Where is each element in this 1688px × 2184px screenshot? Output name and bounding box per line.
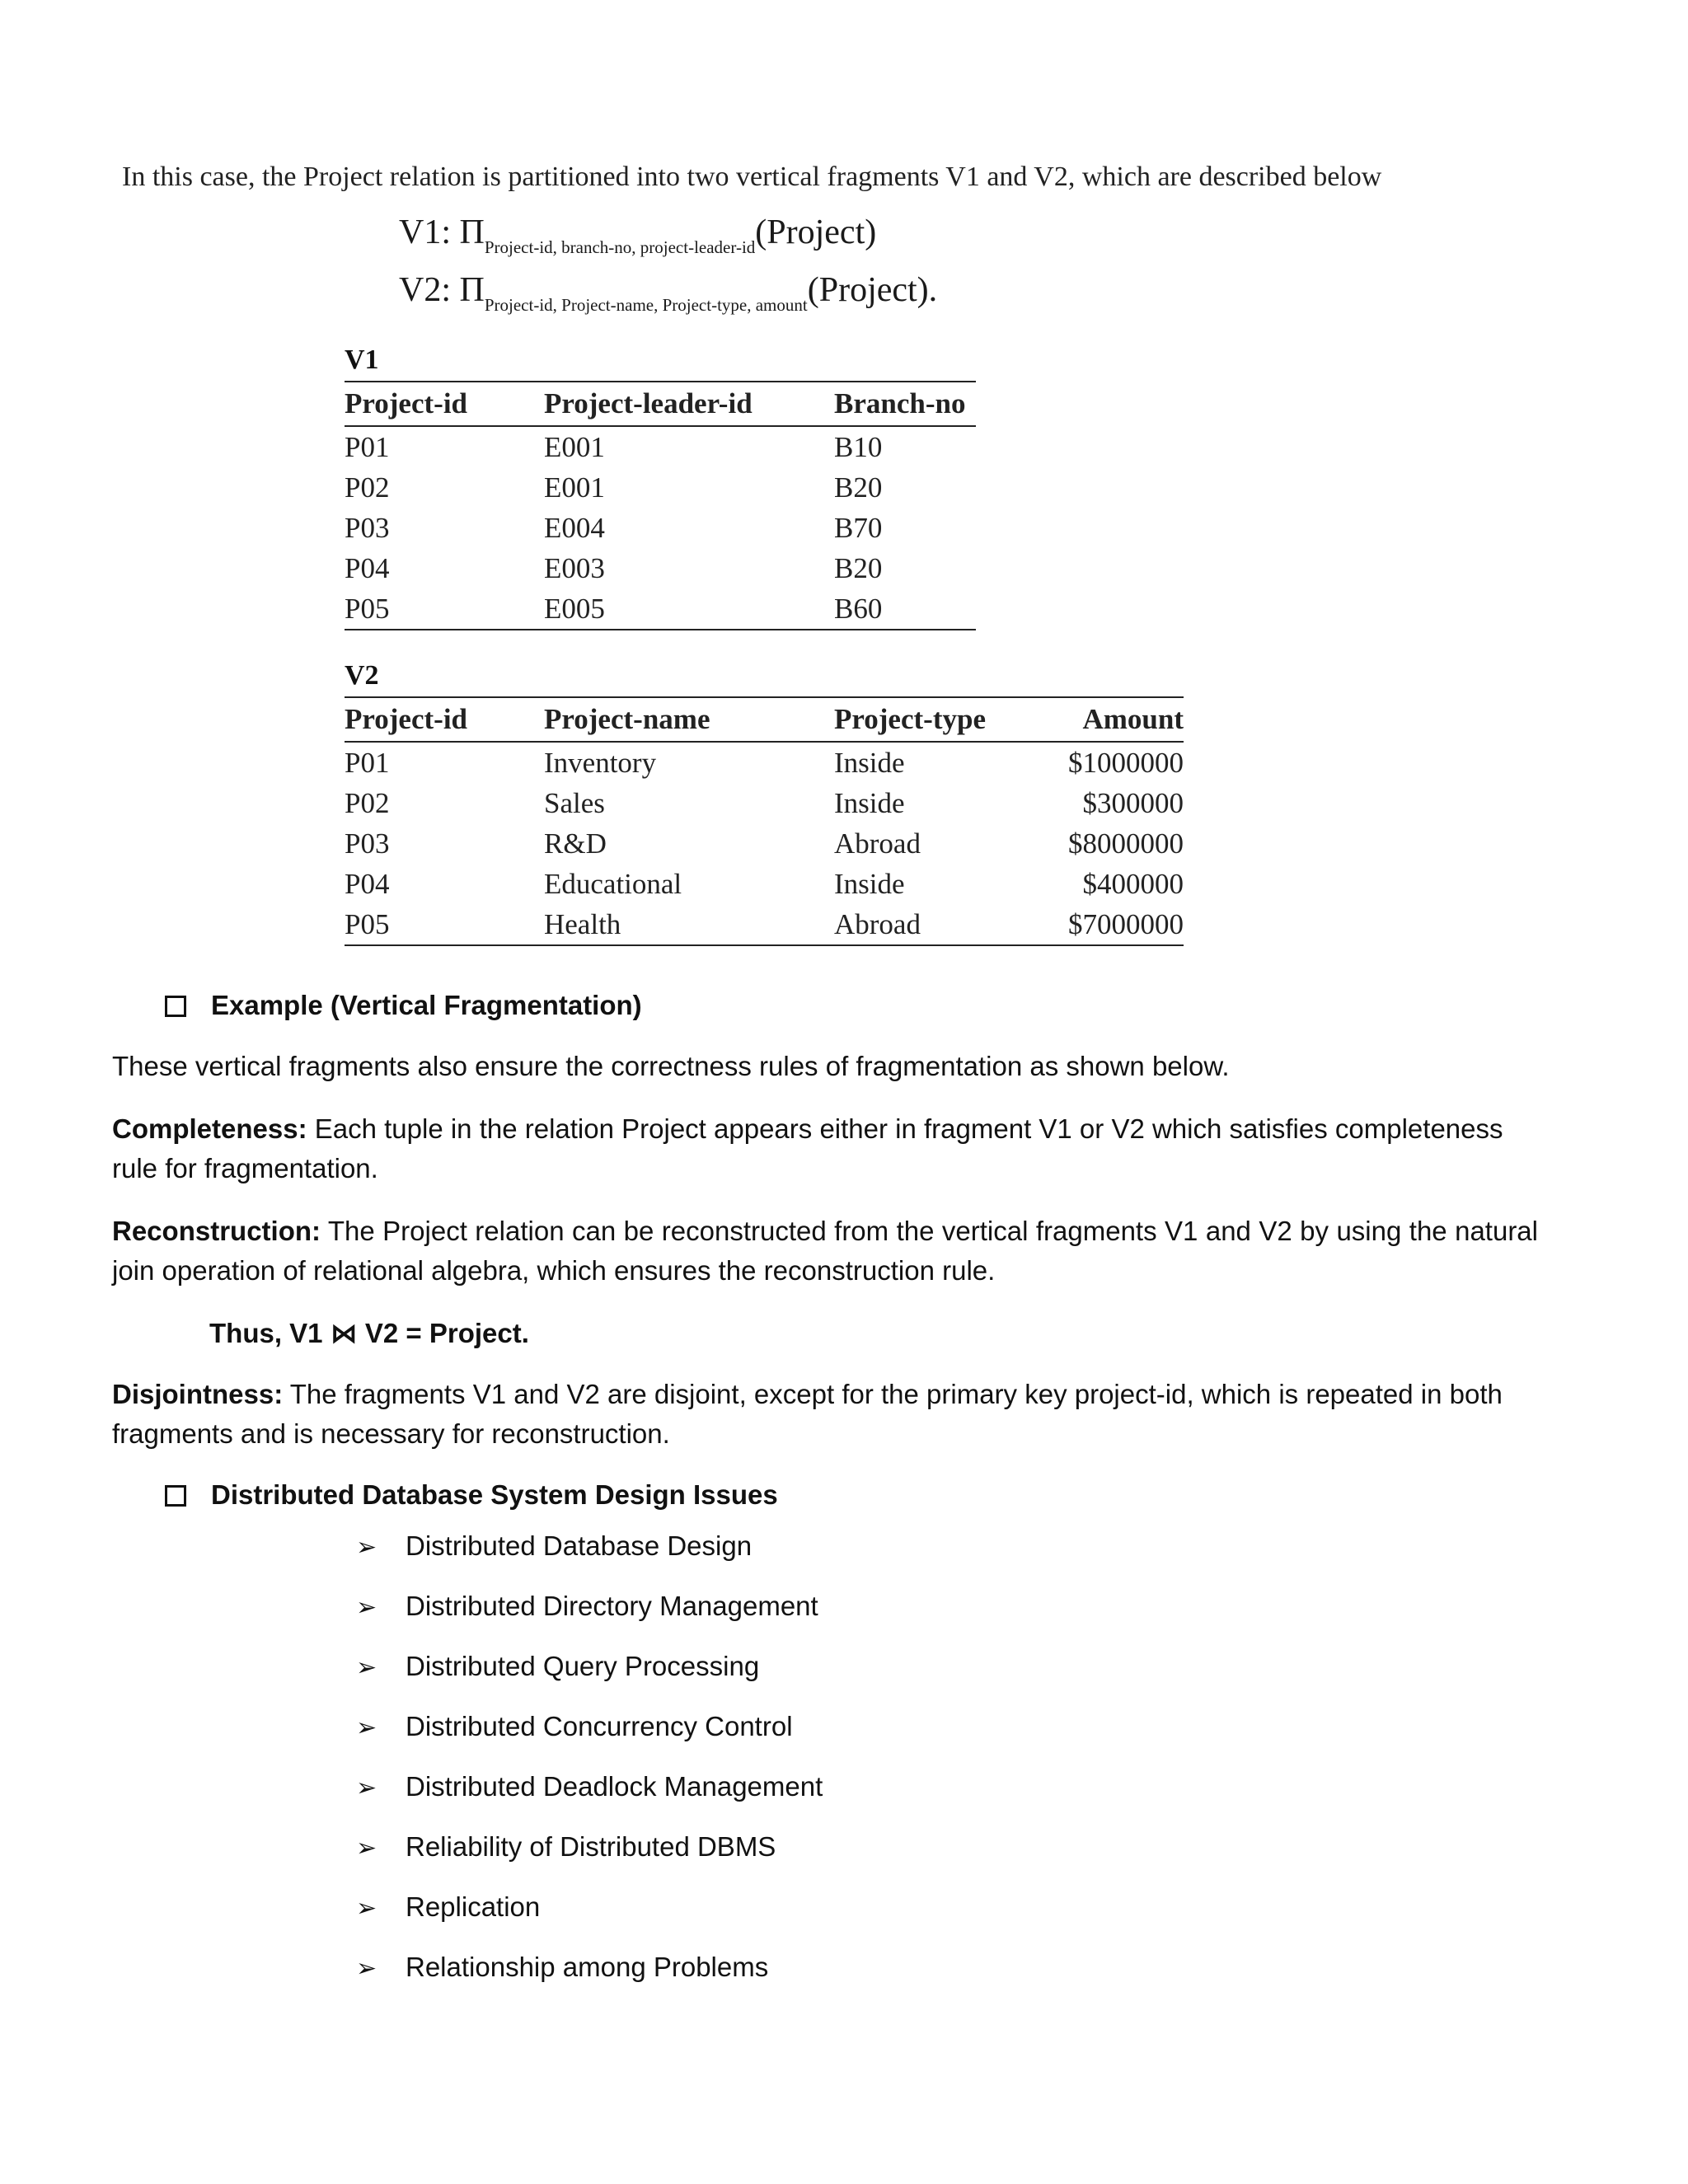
arrow-bullet-icon: ➢ — [356, 1895, 377, 1922]
column-header: Amount — [1082, 703, 1184, 735]
cell: P05 — [345, 592, 390, 625]
checkbox-bullet-icon — [165, 1485, 186, 1507]
column-header: Project-leader-id — [544, 387, 753, 419]
cell: $7000000 — [1068, 907, 1184, 940]
v2-table — [345, 696, 1184, 946]
cell: P02 — [345, 471, 390, 504]
cell: $300000 — [1082, 786, 1184, 819]
reconstruction-label: Reconstruction: — [112, 1216, 321, 1246]
cell: Inside — [834, 867, 905, 900]
example-heading — [165, 986, 642, 1025]
v1-formula-tail: (Project) — [755, 213, 877, 251]
table-row — [345, 548, 976, 588]
v2-formula — [399, 270, 937, 328]
list-item — [356, 1757, 823, 1817]
reconstruction-text: The Project relation can be reconstructed from the vertical fragments V1 and V2 by using the natural join operation of relational algebra, which ensures the reconstruction rule. — [112, 1216, 1538, 1286]
table-row — [345, 426, 976, 467]
cell: B20 — [834, 551, 883, 584]
cell: Inside — [834, 786, 905, 819]
issues-heading-label: Distributed Database System Design Issues — [211, 1479, 778, 1510]
v1-formula-label: V1: Π — [399, 213, 485, 251]
cell: Inside — [834, 746, 905, 779]
cell: $1000000 — [1068, 746, 1184, 779]
v1-title: V1 — [345, 344, 379, 375]
v2-formula-tail: (Project). — [807, 271, 938, 309]
cell: B60 — [834, 592, 883, 625]
cell: R&D — [544, 827, 607, 860]
cell: B70 — [834, 511, 883, 544]
disjointness-label: Disjointness: — [112, 1379, 284, 1409]
cell: P03 — [345, 827, 390, 860]
v2-formula-label: V2: Π — [399, 271, 485, 309]
v1-fragment — [345, 340, 976, 630]
column-header: Project-type — [834, 703, 986, 735]
disjointness-paragraph — [112, 1375, 1538, 1454]
list-item-label: Relationship among Problems — [406, 1952, 769, 1982]
cell: P01 — [345, 430, 390, 463]
cell: Educational — [544, 867, 682, 900]
cell: E005 — [544, 592, 605, 625]
cell: P04 — [345, 551, 390, 584]
v1-table — [345, 381, 976, 630]
list-item — [356, 1938, 823, 1998]
arrow-bullet-icon: ➢ — [356, 1714, 377, 1741]
list-item-label: Reliability of Distributed DBMS — [406, 1831, 776, 1862]
column-header: Project-name — [544, 703, 710, 735]
thus-statement: Thus, V1 ⋈ V2 = Project. — [209, 1318, 529, 1348]
list-item — [356, 1877, 823, 1938]
column-header: Project-id — [345, 387, 468, 419]
v2-fragment — [345, 655, 1184, 946]
table-header-row — [345, 697, 1184, 742]
example-heading-label: Example (Vertical Fragmentation) — [211, 990, 642, 1020]
list-item-label: Replication — [406, 1891, 541, 1922]
table-row — [345, 783, 1184, 823]
cell: Sales — [544, 786, 605, 819]
issues-heading — [165, 1475, 778, 1515]
cell: P03 — [345, 511, 390, 544]
reconstruction-paragraph — [112, 1212, 1538, 1291]
list-item — [356, 1637, 823, 1697]
arrow-bullet-icon: ➢ — [356, 1774, 377, 1802]
table-row — [345, 467, 976, 508]
v2-title: V2 — [345, 660, 379, 691]
cell: E001 — [544, 430, 605, 463]
cell: E001 — [544, 471, 605, 504]
arrow-bullet-icon: ➢ — [356, 1835, 377, 1862]
cell: Abroad — [834, 907, 921, 940]
disjointness-text: The fragments V1 and V2 are disjoint, except for the primary key project-id, which is repeated in both fragments and is necessary for reconstruction. — [112, 1379, 1503, 1449]
list-item-label: Distributed Query Processing — [406, 1651, 760, 1681]
table-row — [345, 904, 1184, 945]
table-row — [345, 864, 1184, 904]
projection-formulas — [399, 213, 937, 328]
cell: P02 — [345, 786, 390, 819]
cell: Health — [544, 907, 621, 940]
issues-list — [356, 1516, 823, 1998]
checkbox-bullet-icon — [165, 996, 186, 1017]
list-item-label: Distributed Database Design — [406, 1530, 753, 1561]
table-row — [345, 588, 976, 630]
list-item — [356, 1516, 823, 1577]
v2-formula-subscript: Project-id, Project-name, Project-type, amount — [484, 295, 808, 315]
cell: E004 — [544, 511, 605, 544]
cell: E003 — [544, 551, 605, 584]
list-item — [356, 1577, 823, 1637]
table-row — [345, 742, 1184, 783]
cell: Inventory — [544, 746, 657, 779]
arrow-bullet-icon: ➢ — [356, 1955, 377, 1982]
intro-paragraph: In this case, the Project relation is partitioned into two vertical fragments V1 and V2, which are described below — [122, 162, 1382, 192]
cell: Abroad — [834, 827, 921, 860]
v1-formula-subscript: Project-id, branch-no, project-leader-id — [484, 237, 756, 257]
example-lead: These vertical fragments also ensure the correctness rules of fragmentation as shown below. — [112, 1051, 1230, 1081]
cell: B20 — [834, 471, 883, 504]
v1-formula — [399, 213, 937, 270]
list-item-label: Distributed Deadlock Management — [406, 1771, 823, 1802]
completeness-text: Each tuple in the relation Project appears either in fragment V1 or V2 which satisfies completeness rule for fragmentation. — [112, 1113, 1503, 1183]
arrow-bullet-icon: ➢ — [356, 1654, 377, 1681]
list-item — [356, 1817, 823, 1877]
column-header: Project-id — [345, 703, 468, 735]
list-item-label: Distributed Directory Management — [406, 1591, 818, 1621]
table-row — [345, 508, 976, 548]
cell: P04 — [345, 867, 390, 900]
list-item-label: Distributed Concurrency Control — [406, 1711, 793, 1741]
completeness-paragraph — [112, 1109, 1538, 1188]
completeness-label: Completeness: — [112, 1113, 307, 1144]
list-item — [356, 1697, 823, 1757]
cell: P05 — [345, 907, 390, 940]
table-row — [345, 823, 1184, 864]
arrow-bullet-icon: ➢ — [356, 1594, 377, 1621]
cell: $8000000 — [1068, 827, 1184, 860]
cell: B10 — [834, 430, 883, 463]
column-header: Branch-no — [834, 387, 966, 419]
arrow-bullet-icon: ➢ — [356, 1534, 377, 1561]
table-header-row — [345, 382, 976, 426]
cell: $400000 — [1082, 867, 1184, 900]
cell: P01 — [345, 746, 390, 779]
